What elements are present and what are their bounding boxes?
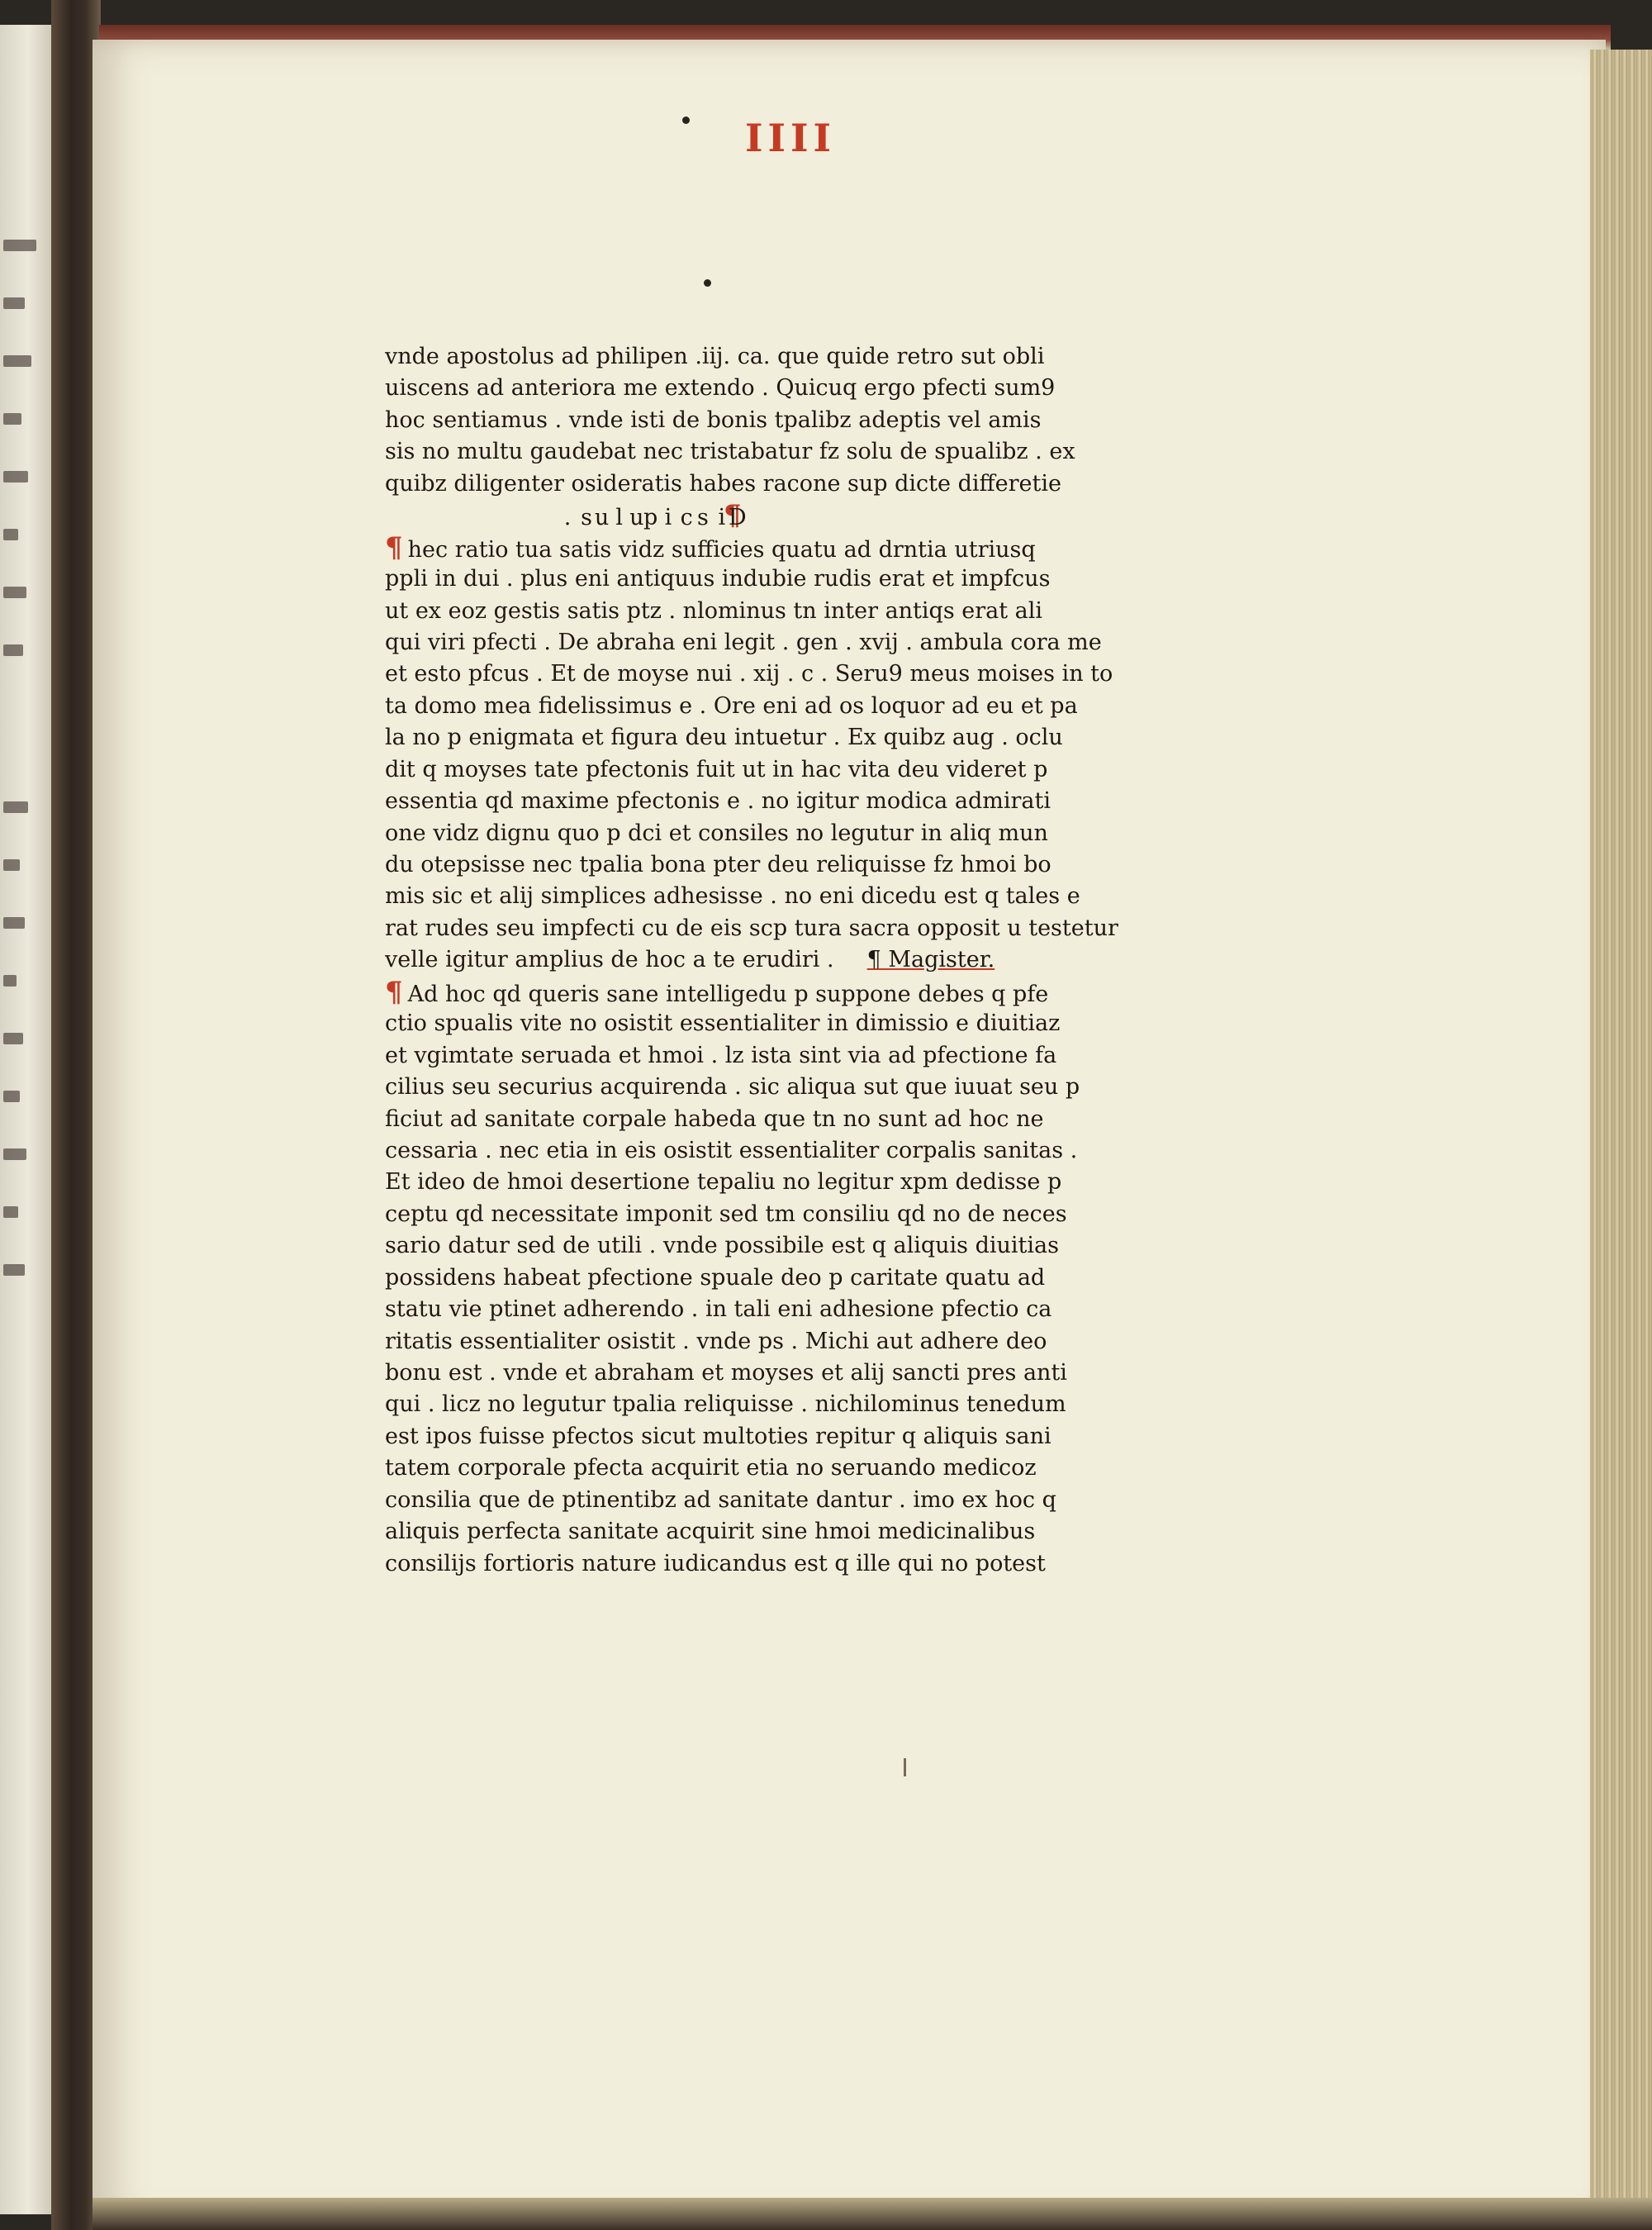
line-text: Et ideo de hmoi desertione tepaliu no legitur xpm dedisse p (385, 1169, 1062, 1196)
page-mark (904, 1758, 906, 1776)
text-line (385, 881, 1244, 912)
line-text: bonu est . vnde et abraham et moyses et alij sancti pres anti (385, 1360, 1067, 1386)
line-text: la no p enigmata et figura deu intuetur . Ex quibz aug . oclu (385, 725, 1063, 751)
text-line (385, 1230, 1244, 1262)
line-text: Ad hoc qd queris sane intelligedu p suppone debes q pfe (407, 981, 1049, 1007)
line-text: ctio spualis vite no osistit essentialiter in dimissio e diuitiaz (385, 1010, 1061, 1037)
text-line (385, 341, 1244, 373)
text-line (385, 1199, 1244, 1230)
text-line (385, 1516, 1244, 1548)
line-text: sario datur sed de utili . vnde possibile est q aliquis diuitias (385, 1233, 1059, 1259)
line-text: one vidz dignu quo p dci et consiles no legutur in aliq mun (385, 820, 1048, 846)
line-text: qui . licz no legutur tpalia reliquisse . nichilominus tenedum (385, 1391, 1066, 1418)
line-text: vnde apostolus ad philipen .iij. ca. que quide retro sut obli (385, 344, 1045, 369)
text-line (385, 1167, 1244, 1198)
text-line (385, 1548, 1244, 1580)
text-line (385, 659, 1244, 690)
text-line (385, 1008, 1244, 1039)
line-text: quibz diligenter osideratis habes racone sup dicte differetie (385, 470, 1062, 497)
text-line (385, 1104, 1244, 1135)
line-text: ceptu qd necessitate imponit sed tm consiliu qd no de neces (385, 1201, 1067, 1227)
rubric-paragraph-mark: ¶ (385, 976, 403, 1009)
text-line (385, 691, 1244, 722)
line-text: mis sic et alij simplices adhesisse . no eni dicedu est q tales e (385, 883, 1080, 910)
line-text: ritatis essentialiter osistit . vnde ps . Michi aut adhere deo (385, 1328, 1047, 1354)
text-line (385, 944, 1244, 976)
line-text: statu vie ptinet adherendo . in tali eni adhesione pfectio ca (385, 1296, 1052, 1323)
facing-page-edge (0, 25, 51, 2214)
line-text: possidens habeat pfectione spuale deo p caritate quatu ad (385, 1264, 1046, 1291)
line-text: ut ex eoz gestis satis ptz . nlominus tn inter antiqs erat ali (385, 597, 1043, 624)
text-line (385, 373, 1244, 404)
printer-dot (682, 116, 690, 124)
text-line (385, 1326, 1244, 1357)
line-text: rat rudes seu impfecti cu de eis scp tura sacra opposit u testetur (385, 915, 1118, 941)
text-line (385, 1072, 1244, 1103)
line-text: hec ratio tua satis vidz sufficies quatu ad drntia utriusq (407, 536, 1036, 563)
line-text: consilia que de ptinentibz ad sanitate dantur . imo ex hoc q (385, 1486, 1056, 1513)
line-text: du otepsisse nec tpalia bona pter deu reliquisse fz hmoi bo (385, 852, 1051, 877)
text-line (385, 1040, 1244, 1072)
line-text: dit q moyses tate pfectonis fuit ut in hac vita deu videret p (385, 756, 1048, 782)
text-line (385, 1421, 1244, 1453)
text-line (385, 405, 1244, 436)
text-line (385, 913, 1244, 944)
speaker-heading: ¶ Magister. (866, 947, 995, 973)
line-text: qui viri pfecti . De abraha eni legit . gen . xvij . ambula cora me (385, 629, 1102, 655)
text-line (385, 1294, 1244, 1325)
text-line (385, 1135, 1244, 1167)
text-line (385, 627, 1244, 659)
text-line (385, 563, 1244, 595)
line-text: est ipos fuisse pfectos sicut multoties repitur q aliquis sani (385, 1423, 1051, 1449)
line-text: et esto pfcus . Et de moyse nui . xij . c . Seru9 meus moises in to (385, 661, 1113, 687)
text-line (385, 468, 1244, 500)
line-text: tatem corporale pfecta acquirit etia no seruando medicoz (385, 1455, 1037, 1481)
line-text: ta domo mea fidelissimus e . Ore eni ad os loquor ad eu et pa (385, 692, 1078, 719)
line-text: velle igitur amplius de hoc a te erudiri . (385, 947, 834, 973)
line-text: aliquis perfecta sanitate acquirit sine hmoi medicinalibus (385, 1519, 1036, 1545)
text-line (385, 1389, 1244, 1420)
line-text: et vgimtate seruada et hmoi . lz ista sint via ad pfectione fa (385, 1042, 1057, 1068)
text-line (385, 818, 1244, 849)
folio-number: IIII (744, 116, 837, 160)
line-text: essentia qd maxime pfectonis e . no igitur modica admirati (385, 788, 1051, 815)
line-text: cilius seu securius acquirenda . sic aliqua sut que iuuat seu p (385, 1074, 1080, 1101)
text-line (385, 1262, 1244, 1294)
line-text: consilijs fortioris nature iudicandus est q ille qui no potest (385, 1550, 1046, 1576)
line-text: ppli in dui . plus eni antiquus indubie rudis erat et impfcus (385, 566, 1051, 592)
text-line (385, 849, 1244, 881)
text-block (385, 341, 1244, 1580)
text-line (385, 722, 1244, 754)
text-line (385, 1453, 1244, 1484)
text-line (385, 754, 1244, 786)
page-fore-edge (1590, 50, 1652, 2214)
line-text: hoc sentiamus . vnde isti de bonis tpalibz adeptis vel amis (385, 407, 1042, 433)
text-line (385, 977, 1244, 1008)
line-text: cessaria . nec etia in eis osistit essentialiter corpalis sanitas . (385, 1137, 1078, 1163)
line-text: uiscens ad anteriora me extendo . Quicuq ergo pfecti sum9 (385, 375, 1056, 402)
rubric-paragraph-mark: ¶ (385, 531, 403, 564)
text-line (385, 500, 1244, 531)
text-line (385, 596, 1244, 627)
line-text: ficiut ad sanitate corpale habeda que tn no sunt ad hoc ne (385, 1105, 1044, 1132)
text-line (385, 532, 1244, 563)
line-text: sis no multu gaudebat nec tristabatur fz solu de spualibz . ex (385, 439, 1075, 465)
text-line (385, 786, 1244, 817)
text-line (385, 436, 1244, 468)
page-bottom-edge (93, 2198, 1652, 2230)
text-line (385, 1485, 1244, 1516)
text-line (385, 1357, 1244, 1389)
printer-dot (704, 279, 711, 287)
